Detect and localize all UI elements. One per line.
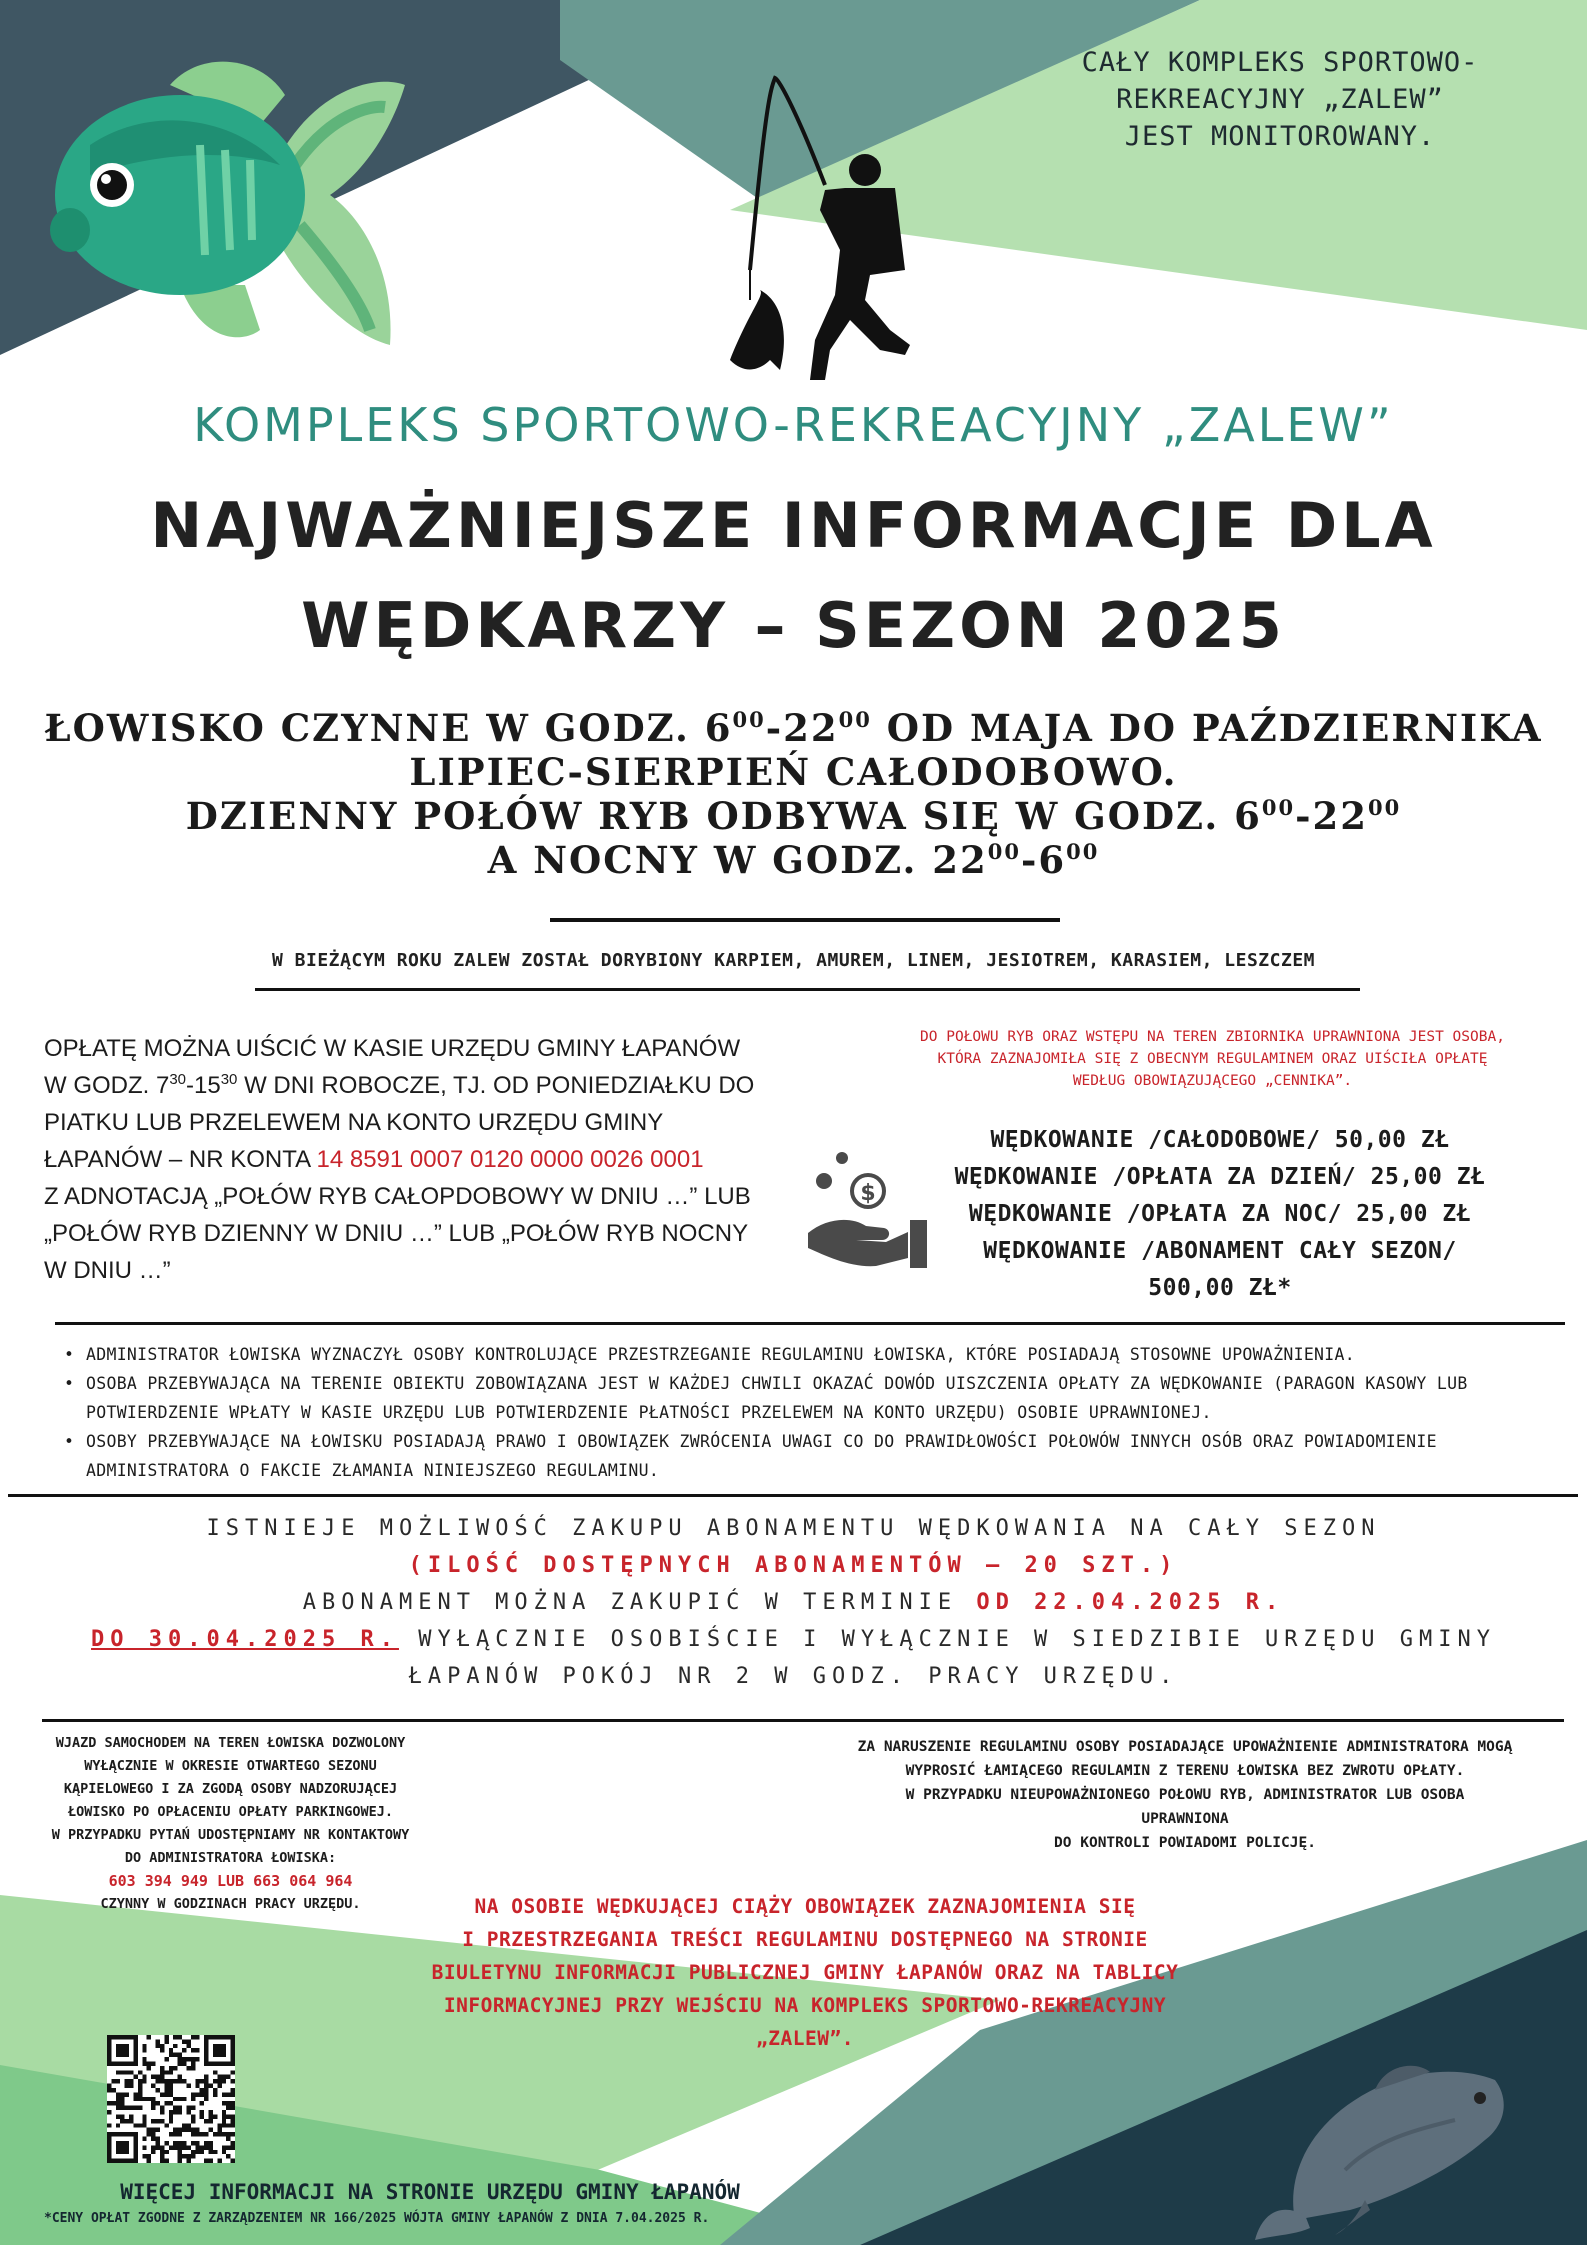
qr-code[interactable] — [107, 2035, 235, 2163]
payment-line: PIATKU LUB PRZELEWEM NA KONTO URZĘDU GMINY — [44, 1109, 664, 1136]
hours-line-3 — [0, 794, 1587, 838]
bank-account-number: 14 8591 0007 0120 0000 0026 0001 — [316, 1146, 704, 1173]
fees-footnote: *CENY OPŁAT ZGODNE Z ZARZĄDZENIEM NR 166/2025 WÓJTA GMINY ŁAPANÓW Z DNIA 7.04.2025 R. — [44, 2211, 710, 2226]
regulation-note-line: DO POŁOWU RYB ORAZ WSTĘPU NA TEREN ZBIORNIKA UPRAWNIONA JEST OSOBA, — [920, 1029, 1505, 1045]
duty-line: NA OSOBIE WĘDKUJĄCEJ CIĄŻY OBOWIĄZEK ZAZNAJOMIENIA SIĘ — [474, 1895, 1136, 1918]
violation-line: DO KONTROLI POWIADOMI POLICJĘ. — [1054, 1835, 1316, 1851]
car-access-line: ŁOWISKO PO OPŁACENIU OPŁATY PARKINGOWEJ. — [67, 1804, 394, 1820]
hours-sup: 00 — [838, 707, 872, 732]
hours-text: -22 — [1295, 794, 1368, 838]
page-title-line: NAJWAŻNIEJSZE INFORMACJE DLA — [150, 489, 1437, 562]
season-pass-end-date: DO 30.04.2025 R. — [91, 1627, 399, 1652]
violation-line: ZA NARUSZENIE REGULAMINU OSOBY POSIADAJĄCE UPOWAŻNIENIE ADMINISTRATORA MOGĄ — [857, 1739, 1513, 1755]
violation-info — [805, 1735, 1565, 1855]
hours-line-1 — [0, 706, 1587, 750]
divider-short — [550, 918, 1060, 922]
rule-item: • OSOBA PRZEBYWAJĄCA NA TERENIE OBIEKTU ZOBOWIĄZANA JEST W KAŻDEJ CHWILI OKAZAĆ DOWÓD UISZCZENIA OPŁATY ZA WĘDKOWANIE (PARAGON KASOWY LUB POTWIERDZENIE WPŁATY W KASIE URZĘDU LUB POTWIERDZENIE PŁATNOŚCI PRZELEWEM NA KONTO URZĘDU) OSOBIE UPRAWNIONEJ. — [62, 1369, 1572, 1427]
season-pass-start-date: OD 22.04.2025 R. — [976, 1590, 1285, 1615]
payment-text: W DNI ROBOCZE, TJ. OD PONIEDZIAŁKU DO — [237, 1072, 755, 1099]
payment-text: ŁAPANÓW – NR KONTA — [44, 1146, 317, 1173]
contact-phone: 603 394 949 LUB 663 064 964 — [108, 1872, 353, 1890]
monitoring-line: JEST MONITOROWANY. — [1124, 121, 1436, 152]
car-access-info — [28, 1732, 433, 1916]
season-pass-text: WYŁĄCZNIE OSOBIŚCIE I WYŁĄCZNIE W SIEDZIBIE URZĘDU GMINY — [398, 1627, 1496, 1652]
hours-text: -22 — [765, 706, 839, 750]
duty-line: „ZALEW”. — [756, 2027, 854, 2050]
car-access-line: W PRZYPADKU PYTAŃ UDOSTĘPNIAMY NR KONTAKTOWY — [51, 1827, 410, 1843]
violation-line: W PRZYPADKU NIEUPOWAŻNIONEGO POŁOWU RYB, ADMINISTRATOR LUB OSOBA — [905, 1787, 1465, 1803]
duty-line: I PRZESTRZEGANIA TREŚCI REGULAMINU DOSTĘPNEGO NA STRONIE — [462, 1928, 1148, 1951]
svg-text:$: $ — [860, 1181, 876, 1206]
payment-text: W GODZ. 7 — [44, 1072, 170, 1099]
car-access-line: KĄPIELOWEGO I ZA ZGODĄ OSOBY NADZORUJĄCEJ — [63, 1781, 398, 1797]
season-pass-line — [0, 1584, 1587, 1621]
hours-sup: 00 — [1066, 839, 1100, 864]
rules-list — [62, 1340, 1572, 1485]
hours-line-2: LIPIEC-SIERPIEŃ CAŁODOBOWO. — [409, 750, 1178, 794]
hours-sup: 00 — [1368, 795, 1402, 820]
hours-text: ŁOWISKO CZYNNE W GODZ. 6 — [44, 706, 733, 750]
more-info-link[interactable]: WIĘCEJ INFORMACJI NA STRONIE URZĘDU GMINY ŁAPANÓW — [120, 2180, 740, 2204]
car-access-line: CZYNNY W GODZINACH PRACY URZĘDU. — [100, 1896, 361, 1912]
hours-text: DZIENNY POŁÓW RYB ODBYWA SIĘ W GODZ. 6 — [185, 794, 1262, 838]
payment-line: OPŁATĘ MOŻNA UIŚCIĆ W KASIE URZĘDU GMINY ŁAPANÓW — [44, 1035, 741, 1062]
hours-sup: 00 — [987, 839, 1022, 864]
green-fish-illustration — [30, 45, 420, 365]
regulation-note — [890, 1026, 1535, 1092]
car-access-line: DO ADMINISTRATORA ŁOWISKA: — [124, 1850, 337, 1866]
price-item: WĘDKOWANIE /ABONAMENT CAŁY SEZON/ — [983, 1238, 1457, 1264]
hours-line-4 — [0, 838, 1587, 882]
season-pass-availability: (ILOŚĆ DOSTĘPNYCH ABONAMENTÓW – 20 SZT.) — [408, 1553, 1179, 1578]
opening-hours — [0, 706, 1587, 882]
season-pass-line — [0, 1621, 1587, 1658]
car-access-line: WYŁĄCZNIE W OKRESIE OTWARTEGO SEZONU — [84, 1758, 377, 1774]
divider-full — [55, 1322, 1565, 1325]
payment-sup: 30 — [220, 1071, 238, 1088]
divider-full-2 — [8, 1494, 1578, 1497]
hours-sup: 00 — [1261, 795, 1296, 820]
complex-subtitle: KOMPLEKS SPORTOWO-REKREACYJNY „ZALEW” — [193, 398, 1394, 452]
price-item: WĘDKOWANIE /CAŁODOBOWE/ 50,00 ZŁ — [990, 1127, 1450, 1153]
divider-medium — [255, 988, 1360, 991]
price-list — [935, 1122, 1505, 1307]
page-title-line: WĘDKARZY – SEZON 2025 — [301, 589, 1286, 662]
season-pass-info — [0, 1510, 1587, 1695]
monitoring-line: REKREACYJNY „ZALEW” — [1116, 84, 1444, 115]
payment-line — [44, 1067, 784, 1104]
car-access-line: WJAZD SAMOCHODEM NA TEREN ŁOWISKA DOZWOLONY — [55, 1735, 406, 1751]
duty-line: INFORMACYJNEJ PRZY WEJŚCIU NA KOMPLEKS SPORTOWO-REKREACYJNY — [443, 1994, 1167, 2017]
monitoring-line: CAŁY KOMPLEKS SPORTOWO- — [1081, 47, 1479, 78]
page-title — [0, 476, 1587, 676]
payment-line: Z ADNOTACJĄ „POŁÓW RYB CAŁOPDOBOWY W DNIU …” LUB — [44, 1183, 751, 1210]
violation-line: WYPROSIĆ ŁAMIĄCEGO REGULAMIN Z TERENU ŁOWISKA BEZ ZWROTU OPŁATY. — [905, 1763, 1465, 1779]
monitoring-notice — [1080, 44, 1480, 155]
season-pass-line: ISTNIEJE MOŻLIWOŚĆ ZAKUPU ABONAMENTU WĘDKOWANIA NA CAŁY SEZON — [206, 1516, 1381, 1541]
coin-hand-icon — [806, 1148, 931, 1273]
payment-info — [44, 1030, 784, 1289]
price-item: 500,00 ZŁ* — [1148, 1275, 1292, 1301]
hours-sup: 00 — [732, 707, 766, 732]
season-pass-line: ŁAPANÓW POKÓJ NR 2 W GODZ. PRACY URZĘDU. — [408, 1664, 1179, 1689]
regulation-note-line: WEDŁUG OBOWIĄZUJĄCEGO „CENNIKA”. — [1072, 1073, 1353, 1089]
grey-fish-illustration — [1255, 2050, 1530, 2245]
violation-line: UPRAWNIONA — [1141, 1811, 1229, 1827]
rule-item: • ADMINISTRATOR ŁOWISKA WYZNACZYŁ OSOBY KONTROLUJĄCE PRZESTRZEGANIE REGULAMINU ŁOWISKA, KTÓRE POSIADAJĄ STOSOWNE UPOWAŻNIENIA. — [62, 1340, 1572, 1369]
payment-line: „POŁÓW RYB DZIENNY W DNIU …” LUB „POŁÓW RYB NOCNY — [44, 1220, 749, 1247]
payment-line — [44, 1141, 784, 1178]
hours-text: OD MAJA DO PAŹDZIERNIKA — [871, 706, 1543, 750]
divider-lower — [42, 1719, 1564, 1722]
hours-text: A NOCNY W GODZ. 22 — [487, 838, 988, 882]
payment-line: W DNIU …” — [44, 1257, 171, 1284]
payment-sup: 30 — [169, 1071, 187, 1088]
payment-text: -15 — [186, 1072, 221, 1099]
rule-item: • OSOBY PRZEBYWAJĄCE NA ŁOWISKU POSIADAJĄ PRAWO I OBOWIĄZEK ZWRÓCENIA UWAGI CO DO PRAWIDŁOWOŚCI POŁOWÓW INNYCH OSÓB ORAZ POWIADOMIENIE ADMINISTRATORA O FAKCIE ZŁAMANIA NINIEJSZEGO REGULAMINU. — [62, 1427, 1572, 1485]
price-item: WĘDKOWANIE /OPŁATA ZA DZIEŃ/ 25,00 ZŁ — [954, 1164, 1486, 1190]
regulation-note-line: KTÓRA ZAZNAJOMIŁA SIĘ Z OBECNYM REGULAMINEM ORAZ UIŚCIŁA OPŁATĘ — [937, 1051, 1488, 1067]
duty-notice — [405, 1890, 1205, 2055]
angler-silhouette-icon — [720, 70, 920, 390]
hours-text: -6 — [1021, 838, 1067, 882]
season-pass-text: ABONAMENT MOŻNA ZAKUPIĆ W TERMINIE — [302, 1590, 977, 1615]
duty-line: BIULETYNU INFORMACJI PUBLICZNEJ GMINY ŁAPANÓW ORAZ NA TABLICY — [431, 1961, 1179, 1984]
stocking-info: W BIEŻĄCYM ROKU ZALEW ZOSTAŁ DORYBIONY KARPIEM, AMUREM, LINEM, JESIOTREM, KARASIEM, LESZCZEM — [272, 950, 1315, 971]
price-item: WĘDKOWANIE /OPŁATA ZA NOC/ 25,00 ZŁ — [968, 1201, 1472, 1227]
